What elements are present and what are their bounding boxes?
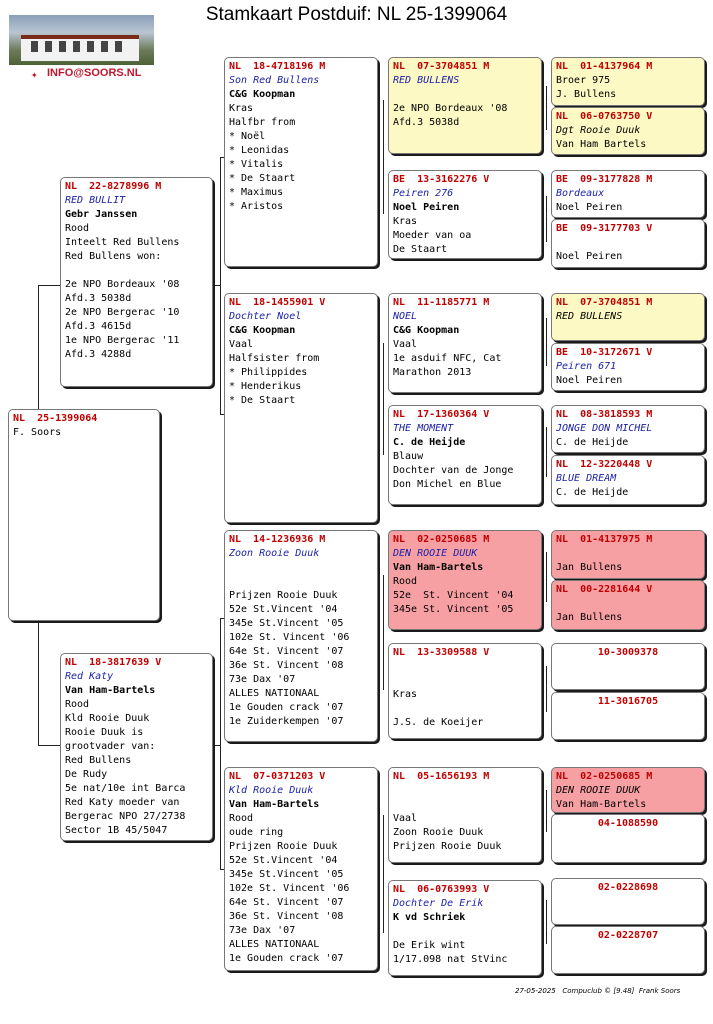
card-line: 102e St. Vincent '06: [229, 632, 350, 643]
pigeon-card-gen4-3[interactable]: [388, 293, 542, 393]
card-line: Afd.3 5038d: [65, 293, 132, 304]
card-line: Sector 1B 45/5047: [65, 825, 168, 836]
pigeon-card-gen5-11[interactable]: [551, 643, 705, 690]
pigeon-card-gen5-9[interactable]: [551, 530, 705, 579]
ring-number: NL 25-1399064: [13, 413, 98, 424]
ring-number: BE 10-3172671 V: [556, 347, 653, 358]
pigeon-card-gen4-7[interactable]: [388, 767, 542, 863]
card-line: 64e St. Vincent '07: [229, 897, 344, 908]
card-line: Rooie Duuk is: [65, 727, 144, 738]
pigeon-name: Bordeaux: [556, 188, 605, 199]
card-line: Kras: [393, 216, 418, 227]
owner-name: J. Bullens: [556, 89, 617, 100]
card-line: 102e St. Vincent '06: [229, 883, 350, 894]
pigeon-name: Son Red Bullens: [229, 75, 320, 86]
pigeon-name: Peiren 671: [556, 361, 617, 372]
card-line: Moeder van oa: [393, 230, 472, 241]
card-line: Vaal: [393, 339, 418, 350]
card-line: Bergerac NPO 27/2738: [65, 811, 186, 822]
owner-name: Van Ham Bartels: [556, 139, 647, 150]
pigeon-name: Peiren 276: [393, 188, 454, 199]
card-line: oude ring: [229, 827, 284, 838]
pigeon-card-gen5-15[interactable]: [551, 878, 705, 925]
ring-number: NL 18-1455901 V: [229, 297, 326, 308]
pigeon-name: DEN ROOIE DUUK: [556, 785, 641, 796]
card-line: Vaal: [229, 339, 254, 350]
pigeon-card-gen5-14[interactable]: [551, 814, 705, 863]
card-line: * Vitalis: [229, 159, 284, 170]
card-line: Halfbr from: [229, 117, 296, 128]
ring-number: NL 07-3704851 M: [556, 297, 653, 308]
pigeon-name: Dochter Noel: [229, 311, 302, 322]
card-line: Rood: [229, 813, 254, 824]
connector-line: [38, 745, 62, 746]
ring-number: NL 02-0250685 M: [393, 534, 490, 545]
pigeon-name: RED BULLENS: [393, 75, 460, 86]
pigeon-card-gen4-1[interactable]: [388, 57, 542, 154]
owner-name: Noel Peiren: [393, 202, 460, 213]
ring-number: NL 12-3220448 V: [556, 459, 653, 470]
connector-line: [546, 318, 547, 366]
pigeon-card-paternal-granddam[interactable]: [224, 293, 378, 523]
ring-number: NL 02-0250685 M: [556, 771, 653, 782]
card-line: Red Bullens won:: [65, 251, 162, 262]
pigeon-name: Red Katy: [65, 671, 114, 682]
card-line: Red Bullens: [65, 755, 132, 766]
owner-name: Noel Peiren: [556, 202, 623, 213]
card-line: * Aristos: [229, 201, 284, 212]
pigeon-name: RED BULLIT: [65, 195, 126, 206]
pigeon-name: Kld Rooie Duuk: [229, 785, 314, 796]
card-line: Afd.3 4288d: [65, 349, 132, 360]
window-shape: [73, 41, 80, 52]
card-line: 52e St.Vincent '04: [229, 855, 338, 866]
owner-name: F. Soors: [13, 427, 62, 438]
owner-name: Jan Bullens: [556, 562, 623, 573]
window-shape: [87, 41, 94, 52]
owner-name: Van Ham-Bartels: [556, 799, 647, 810]
ring-number: 11-3016705: [597, 696, 659, 707]
pigeon-card-gen5-6[interactable]: [551, 343, 705, 391]
ring-number: NL 05-1656193 M: [393, 771, 490, 782]
owner-name: C. de Heijde: [556, 437, 629, 448]
pigeon-card-gen5-1[interactable]: [551, 57, 705, 106]
card-line: * Henderikus: [229, 381, 302, 392]
pigeon-card-gen4-8[interactable]: [388, 880, 542, 976]
pigeon-name: Dgt Rooie Duuk: [556, 125, 641, 136]
card-line: 73e Dax '07: [229, 925, 296, 936]
card-line: 2e NPO Bordeaux '08: [393, 103, 508, 114]
ring-number: NL 01-4137964 M: [556, 61, 653, 72]
card-line: Prijzen Rooie Duuk: [393, 841, 502, 852]
card-line: Kras: [393, 689, 418, 700]
ring-number: BE 13-3162276 V: [393, 174, 490, 185]
owner-name: C. de Heijde: [556, 487, 629, 498]
pigeon-card-gen4-4[interactable]: [388, 405, 542, 505]
pigeon-card-paternal-grandsire[interactable]: [224, 57, 378, 267]
card-line: [393, 702, 537, 716]
card-line: Prijzen Rooie Duuk: [229, 590, 338, 601]
ring-number: NL 06-0763993 V: [393, 884, 490, 895]
connector-line: [383, 575, 384, 690]
owner-name: C&G Koopman: [393, 325, 460, 336]
ring-number: 02-0228707: [597, 930, 659, 941]
pigeon-card-gen5-3[interactable]: [551, 170, 705, 218]
ring-number: NL 00-2281644 V: [556, 584, 653, 595]
owner-name: Van Ham-Bartels: [393, 562, 484, 573]
card-line: [393, 88, 537, 102]
card-line: [393, 674, 537, 688]
pigeon-card-gen5-8[interactable]: [551, 455, 705, 505]
ring-number: NL 22-8278996 M: [65, 181, 162, 192]
card-line: Prijzen Rooie Duuk: [229, 841, 338, 852]
connector-line: [212, 285, 220, 286]
logo-email: INFO@SOORS.NL: [47, 67, 142, 79]
card-line: [556, 597, 700, 611]
pigeon-card-sire[interactable]: [60, 177, 213, 387]
card-line: Afd.3 5038d: [393, 117, 460, 128]
card-line: ALLES NATIONAAL: [229, 688, 320, 699]
pigeon-name: NOEL: [393, 311, 418, 322]
page-title: Stamkaart Postduif: NL 25-1399064: [205, 4, 508, 25]
pigeon-card-gen4-6[interactable]: [388, 643, 542, 739]
pigeon-card-dam[interactable]: [60, 653, 213, 841]
owner-name: C&G Koopman: [229, 89, 296, 100]
card-line: 2e NPO Bergerac '10: [65, 307, 180, 318]
card-line: 73e Dax '07: [229, 674, 296, 685]
pigeon-card-maternal-granddam[interactable]: [224, 767, 378, 971]
owner-name: Gebr Janssen: [65, 209, 138, 220]
card-line: Kld Rooie Duuk: [65, 713, 150, 724]
card-line: 1/17.098 nat StVinc: [393, 954, 508, 965]
ring-number: NL 11-1185771 M: [393, 297, 490, 308]
owner-name: Van Ham-Bartels: [229, 799, 320, 810]
pigeon-name: BLUE DREAM: [556, 473, 617, 484]
card-line: Vaal: [393, 813, 418, 824]
pigeon-name: THE MOMENT: [393, 423, 454, 434]
owner-name: Noel Peiren: [556, 251, 623, 262]
card-line: Afd.3 4615d: [65, 321, 132, 332]
ring-number: NL 17-1360364 V: [393, 409, 490, 420]
ring-number: BE 09-3177703 V: [556, 223, 653, 234]
connector-line: [212, 745, 220, 746]
ring-number: NL 14-1236936 M: [229, 534, 326, 545]
card-line: 52e St.Vincent '04: [229, 604, 338, 615]
connector-line: [546, 900, 547, 944]
card-line: 1e asduif NFC, Cat: [393, 353, 502, 364]
pigeon-card-gen5-7[interactable]: [551, 405, 705, 453]
footer-credit: 27-05-2025 Compuclub © [9.48] Frank Soors: [515, 987, 681, 995]
card-line: [556, 236, 700, 250]
pigeon-card-gen4-5[interactable]: [388, 530, 542, 630]
card-line: 1e NPO Bergerac '11: [65, 335, 180, 346]
connector-line: [383, 100, 384, 214]
club-logo: [9, 15, 154, 81]
card-line: 1e Gouden crack '07: [229, 953, 344, 964]
card-line: * Maximus: [229, 187, 284, 198]
ring-number: NL 13-3309588 V: [393, 647, 490, 658]
card-line: Dochter van de Jonge: [393, 465, 514, 476]
card-line: Red Katy moeder van: [65, 797, 180, 808]
pigeon-card-gen5-10[interactable]: [551, 580, 705, 630]
card-line: grootvader van:: [65, 741, 156, 752]
card-line: * Leonidas: [229, 145, 290, 156]
pigeon-card-gen5-12[interactable]: [551, 692, 705, 740]
card-line: [393, 925, 537, 939]
connector-line: [546, 552, 547, 602]
card-line: [65, 264, 208, 278]
card-line: [393, 660, 537, 674]
card-line: 36e St. Vincent '08: [229, 911, 344, 922]
ring-number: NL 08-3818593 M: [556, 409, 653, 420]
connector-line: [546, 666, 547, 712]
connector-line: [546, 790, 547, 832]
card-line: [393, 798, 537, 812]
card-line: Rood: [65, 699, 90, 710]
card-line: 36e St. Vincent '08: [229, 660, 344, 671]
pigeon-card-gen5-4[interactable]: [551, 219, 705, 268]
pigeon-card-gen5-16[interactable]: [551, 926, 705, 974]
card-line: Blauw: [393, 451, 424, 462]
owner-name: C. de Heijde: [393, 437, 466, 448]
pigeon-card-gen5-2[interactable]: [551, 107, 705, 155]
connector-line: [383, 343, 384, 455]
connector-line: [546, 427, 547, 477]
window-shape: [101, 41, 108, 52]
connector-line: [546, 86, 547, 130]
card-line: Kras: [229, 103, 254, 114]
card-line: Marathon 2013: [393, 367, 472, 378]
card-line: J.S. de Koeijer: [393, 717, 484, 728]
ring-number: 04-1088590: [597, 818, 659, 829]
pigeon-name: DEN ROOIE DUUK: [393, 548, 478, 559]
owner-name: [229, 561, 373, 575]
window-shape: [45, 41, 52, 52]
card-line: * Noël: [229, 131, 266, 142]
owner-name: C&G Koopman: [229, 325, 296, 336]
card-line: 1e Gouden crack '07: [229, 702, 344, 713]
card-line: [229, 575, 373, 589]
connector-line: [220, 618, 221, 869]
card-line: 5e nat/10e int Barca: [65, 783, 186, 794]
card-line: Inteelt Red Bullens: [65, 237, 180, 248]
card-line: Rood: [393, 576, 418, 587]
ring-number: 10-3009378: [597, 647, 659, 658]
card-line: 2e NPO Bordeaux '08: [65, 279, 180, 290]
ring-number: NL 06-0763750 V: [556, 111, 653, 122]
card-line: [556, 547, 700, 561]
card-line: 1e Zuiderkempen '07: [229, 716, 344, 727]
connector-line: [383, 815, 384, 933]
connector-line: [546, 196, 547, 242]
card-line: Broer 975: [556, 75, 611, 86]
pigeon-card-gen5-13[interactable]: [551, 767, 705, 813]
owner-name: Noel Peiren: [556, 375, 623, 386]
card-line: 345e St.Vincent '05: [229, 618, 344, 629]
ring-number: NL 07-0371203 V: [229, 771, 326, 782]
pigeon-card-maternal-grandsire[interactable]: [224, 530, 378, 742]
window-shape: [115, 41, 122, 52]
card-line: 52e St. Vincent '04: [393, 590, 514, 601]
owner-name: Jan Bullens: [556, 612, 623, 623]
card-line: ALLES NATIONAAL: [229, 939, 320, 950]
card-line: De Rudy: [65, 769, 108, 780]
card-line: De Staart: [393, 244, 448, 255]
connector-line: [38, 285, 62, 286]
pigeon-card-subject[interactable]: [8, 409, 160, 621]
ring-number: NL 18-4718196 M: [229, 61, 326, 72]
ring-number: NL 01-4137975 M: [556, 534, 653, 545]
window-shape: [59, 41, 66, 52]
window-shape: [31, 41, 38, 52]
card-line: 345e St. Vincent '05: [393, 604, 514, 615]
pigeon-icon: ✦: [31, 68, 38, 81]
card-line: 64e St. Vincent '07: [229, 646, 344, 657]
ring-number: NL 07-3704851 M: [393, 61, 490, 72]
card-line: Rood: [65, 223, 90, 234]
owner-name: Van Ham-Bartels: [65, 685, 156, 696]
pigeon-name: RED BULLENS: [556, 311, 623, 322]
ring-number: BE 09-3177828 M: [556, 174, 653, 185]
card-line: * De Staart: [229, 173, 296, 184]
connector-line: [220, 157, 221, 414]
pigeon-name: JONGE DON MICHEL: [556, 423, 653, 434]
card-line: Don Michel en Blue: [393, 479, 502, 490]
ring-number: NL 18-3817639 V: [65, 657, 162, 668]
pigeon-name: Zoon Rooie Duuk: [229, 548, 320, 559]
ring-number: 02-0228698: [597, 882, 659, 893]
card-line: Zoon Rooie Duuk: [393, 827, 484, 838]
pigeon-card-gen5-5[interactable]: [551, 293, 705, 341]
card-line: * De Staart: [229, 395, 296, 406]
owner-name: K vd Schriek: [393, 912, 466, 923]
pigeon-name: Dochter De Erik: [393, 898, 484, 909]
card-line: 345e St.Vincent '05: [229, 869, 344, 880]
pigeon-card-gen4-2[interactable]: [388, 170, 542, 259]
card-line: De Erik wint: [393, 940, 466, 951]
card-line: Halfsister from: [229, 353, 320, 364]
card-line: * Philippides: [229, 367, 308, 378]
card-line: [393, 784, 537, 798]
